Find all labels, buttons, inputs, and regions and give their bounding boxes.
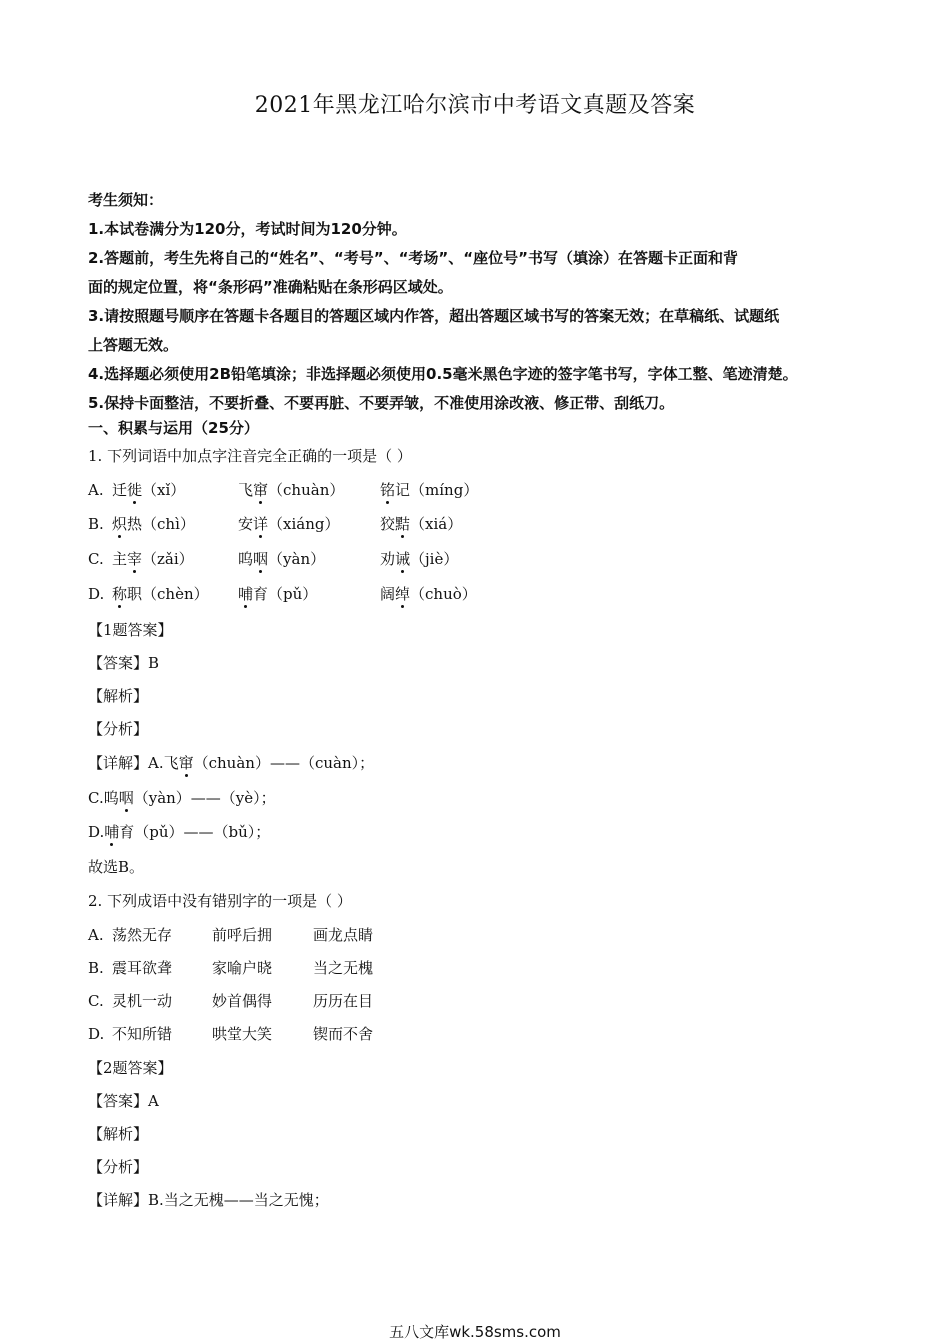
analysis-label: 【解析】 [88,1125,149,1143]
text: D. [88,823,105,841]
option-word [112,514,195,534]
pinyin: （chì） [142,515,195,533]
answer-text: 【答案】A [88,1092,159,1110]
dotted-char: 咽 [253,550,269,568]
idiom: 不知所错 [112,1025,173,1043]
char: 职 [127,585,143,603]
section-heading: 一、积累与运用（25分） [88,419,259,437]
dotted-char: 炽 [112,515,128,533]
answer-text: 【答案】B [88,654,160,672]
detail-line [88,753,374,773]
idiom: 前呼后拥 [212,926,273,944]
notice-item: 3.请按照题号顺序在答题卡各题目的答题区域内作答，超出答题区域书写的答案无效；在草稿纸、试题纸 [88,307,780,325]
option-letter: A. [88,481,104,499]
char: 狡 [380,515,396,533]
footer-watermark: 五八文库wk.58sms.com [389,1323,561,1341]
idiom: 锲而不舍 [313,1025,374,1043]
text: （chuàn）——（cuàn）； [193,754,375,772]
option-word [380,549,458,569]
option-letter: B. [88,515,104,533]
char: 飞 [238,481,254,499]
pinyin: （jiè） [410,550,459,568]
notice-item: 上答题无效。 [88,336,179,354]
option-word [380,480,478,500]
analysis-label: 【解析】 [88,687,149,705]
text: 育（pǔ）——（bǔ）； [119,823,271,841]
option-letter: B. [88,959,104,977]
pinyin: （xiá） [410,515,463,533]
option-letter: C. [88,992,104,1010]
idiom: 妙首偶得 [212,992,273,1010]
pinyin: （chuò） [410,585,477,603]
dotted-char: 窜 [253,481,269,499]
idiom: 家喻户晓 [212,959,273,977]
dotted-char: 咽 [118,789,134,807]
question-2-stem: 2. 下列成语中没有错别字的一项是（ ） [88,892,352,910]
idiom: 当之无槐 [313,959,374,977]
char: 记 [395,481,411,499]
dotted-char: 称 [112,585,128,603]
idiom: 震耳欲聋 [112,959,173,977]
notice-item: 1.本试卷满分为120分，考试时间为120分钟。 [88,220,407,238]
char: 安 [238,515,254,533]
dotted-char: 哺 [238,585,254,603]
detail-line [88,822,270,842]
idiom: 历历在目 [313,992,374,1010]
option-letter: D. [88,1025,105,1043]
answer-heading: 【2题答案】 [88,1059,173,1077]
notice-item: 4.选择题必须使用2B铅笔填涂；非选择题必须使用0.5毫米黑色字迹的签字笔书写，字体工整、笔迹清楚。 [88,365,798,383]
dotted-char: 徙 [127,481,143,499]
dotted-char: 哺 [104,823,120,841]
notice-heading: 考生须知： [88,191,164,209]
idiom: 灵机一动 [112,992,173,1010]
dotted-char: 窜 [178,754,194,772]
pinyin: （xiáng） [268,515,340,533]
pinyin: （xǐ） [142,481,186,499]
pinyin: （pǔ） [268,585,318,603]
char: 呜 [238,550,254,568]
fenxi-label: 【分析】 [88,720,149,738]
dotted-char: 诫 [395,550,411,568]
pinyin: （míng） [410,481,479,499]
char: 育 [253,585,269,603]
page-title: 2021年黑龙江哈尔滨市中考语文真题及答案 [254,93,696,118]
option-word [112,480,185,500]
option-word [380,584,477,604]
idiom: 荡然无存 [112,926,173,944]
question-1-stem: 1. 下列词语中加点字注音完全正确的一项是（ ） [88,447,412,465]
pinyin: （zǎi） [142,550,194,568]
fenxi-label: 【分析】 [88,1158,149,1176]
text: C.呜 [88,789,119,807]
option-word [238,584,317,604]
pinyin: （yàn） [268,550,326,568]
text: 【详解】A.飞 [88,754,179,772]
option-word [238,480,344,500]
option-word [112,549,194,569]
option-letter: A. [88,926,104,944]
conclusion: 故选B。 [88,858,145,876]
detail-line: 【详解】B.当之无槐——当之无愧； [88,1191,329,1209]
dotted-char: 宰 [127,550,143,568]
answer-heading: 【1题答案】 [88,621,173,639]
idiom: 哄堂大笑 [212,1025,273,1043]
detail-line [88,788,276,808]
notice-item: 面的规定位置，将“条形码”准确粘贴在条形码区域处。 [88,278,453,296]
idiom: 画龙点睛 [313,926,374,944]
char: 主 [112,550,128,568]
char: 阔 [380,585,396,603]
notice-item: 5.保持卡面整洁，不要折叠、不要再脏、不要弄皱，不准使用涂改液、修正带、刮纸刀。 [88,394,675,412]
option-word [238,549,325,569]
dotted-char: 详 [253,515,269,533]
option-word [380,514,462,534]
option-word [112,584,209,604]
char: 迁 [112,481,128,499]
dotted-char: 绰 [395,585,411,603]
notice-item: 2.答题前，考生先将自己的“姓名”、“考号”、“考场”、“座位号”书写（填涂）在答题卡正面和背 [88,249,739,267]
char: 劝 [380,550,396,568]
pinyin: （chèn） [142,585,209,603]
pinyin: （chuàn） [268,481,345,499]
char: 热 [127,515,143,533]
dotted-char: 铭 [380,481,396,499]
dotted-char: 黠 [395,515,411,533]
text: （yàn）——（yè）； [133,789,276,807]
option-letter: D. [88,585,105,603]
option-letter: C. [88,550,104,568]
option-word [238,514,340,534]
